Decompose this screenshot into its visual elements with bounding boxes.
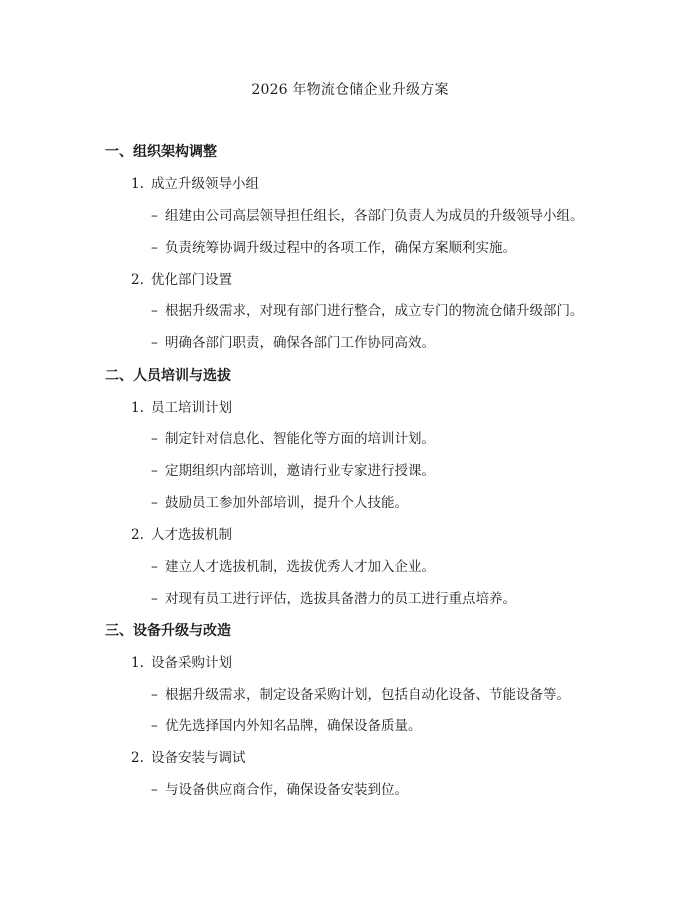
bullet-marker: – <box>151 495 158 511</box>
bullet-marker: – <box>151 208 158 224</box>
bullet-marker: – <box>151 335 158 351</box>
bullet-marker: – <box>151 559 158 575</box>
subheading-number: 1. <box>131 176 144 192</box>
subheading-3-2 <box>131 748 246 768</box>
list-item <box>151 716 422 736</box>
subheading-title: 人才选拔机制 <box>151 527 232 543</box>
list-item-text: 对现有员工进行评估，选拔具备潜力的员工进行重点培养。 <box>165 591 516 607</box>
list-item <box>151 301 584 321</box>
subheading-title: 设备采购计划 <box>151 655 232 671</box>
subheading-title: 员工培训计划 <box>151 400 232 416</box>
list-item-text: 鼓励员工参加外部培训，提升个人技能。 <box>165 495 408 511</box>
bullet-marker: – <box>151 431 158 447</box>
bullet-marker: – <box>151 718 158 734</box>
subheading-1-1 <box>131 174 259 194</box>
bullet-marker: – <box>151 782 158 798</box>
subheading-number: 2. <box>131 750 144 766</box>
subheading-1-2 <box>131 270 232 290</box>
document-title: 2026 年物流仓储企业升级方案 <box>251 82 449 98</box>
list-item <box>151 429 435 449</box>
list-item <box>151 333 435 353</box>
list-item-text: 与设备供应商合作，确保设备安装到位。 <box>165 782 408 798</box>
list-item-text: 根据升级需求，对现有部门进行整合，成立专门的物流仓储升级部门。 <box>165 303 584 319</box>
list-item <box>151 238 516 258</box>
subheading-number: 1. <box>131 655 144 671</box>
list-item-text: 建立人才选拔机制，选拔优秀人才加入企业。 <box>165 559 435 575</box>
list-item-text: 定期组织内部培训，邀请行业专家进行授课。 <box>165 463 435 479</box>
subheading-3-1 <box>131 653 232 673</box>
bullet-marker: – <box>151 463 158 479</box>
bullet-marker: – <box>151 303 158 319</box>
list-item <box>151 685 570 705</box>
section-heading-3: 三、设备升级与改造 <box>105 623 231 639</box>
list-item <box>151 493 408 513</box>
list-item-text: 根据升级需求，制定设备采购计划，包括自动化设备、节能设备等。 <box>165 687 570 703</box>
list-item <box>151 461 435 481</box>
subheading-title: 成立升级领导小组 <box>151 176 259 192</box>
list-item <box>151 780 408 800</box>
section-heading-2: 二、人员培训与选拔 <box>105 368 231 384</box>
subheading-number: 2. <box>131 527 144 543</box>
section-heading-1: 一、组织架构调整 <box>105 144 217 160</box>
list-item-text: 优先选择国内外知名品牌，确保设备质量。 <box>165 718 422 734</box>
subheading-title: 优化部门设置 <box>151 272 232 288</box>
list-item-text: 组建由公司高层领导担任组长，各部门负责人为成员的升级领导小组。 <box>165 208 584 224</box>
subheading-number: 2. <box>131 272 144 288</box>
list-item <box>151 206 584 226</box>
list-item-text: 负责统筹协调升级过程中的各项工作，确保方案顺利实施。 <box>165 240 516 256</box>
subheading-number: 1. <box>131 400 144 416</box>
bullet-marker: – <box>151 591 158 607</box>
subheading-2-1 <box>131 398 232 418</box>
bullet-marker: – <box>151 240 158 256</box>
list-item <box>151 589 516 609</box>
list-item-text: 制定针对信息化、智能化等方面的培训计划。 <box>165 431 435 447</box>
list-item-text: 明确各部门职责，确保各部门工作协同高效。 <box>165 335 435 351</box>
list-item <box>151 557 435 577</box>
subheading-title: 设备安装与调试 <box>151 750 246 766</box>
bullet-marker: – <box>151 687 158 703</box>
subheading-2-2 <box>131 525 232 545</box>
